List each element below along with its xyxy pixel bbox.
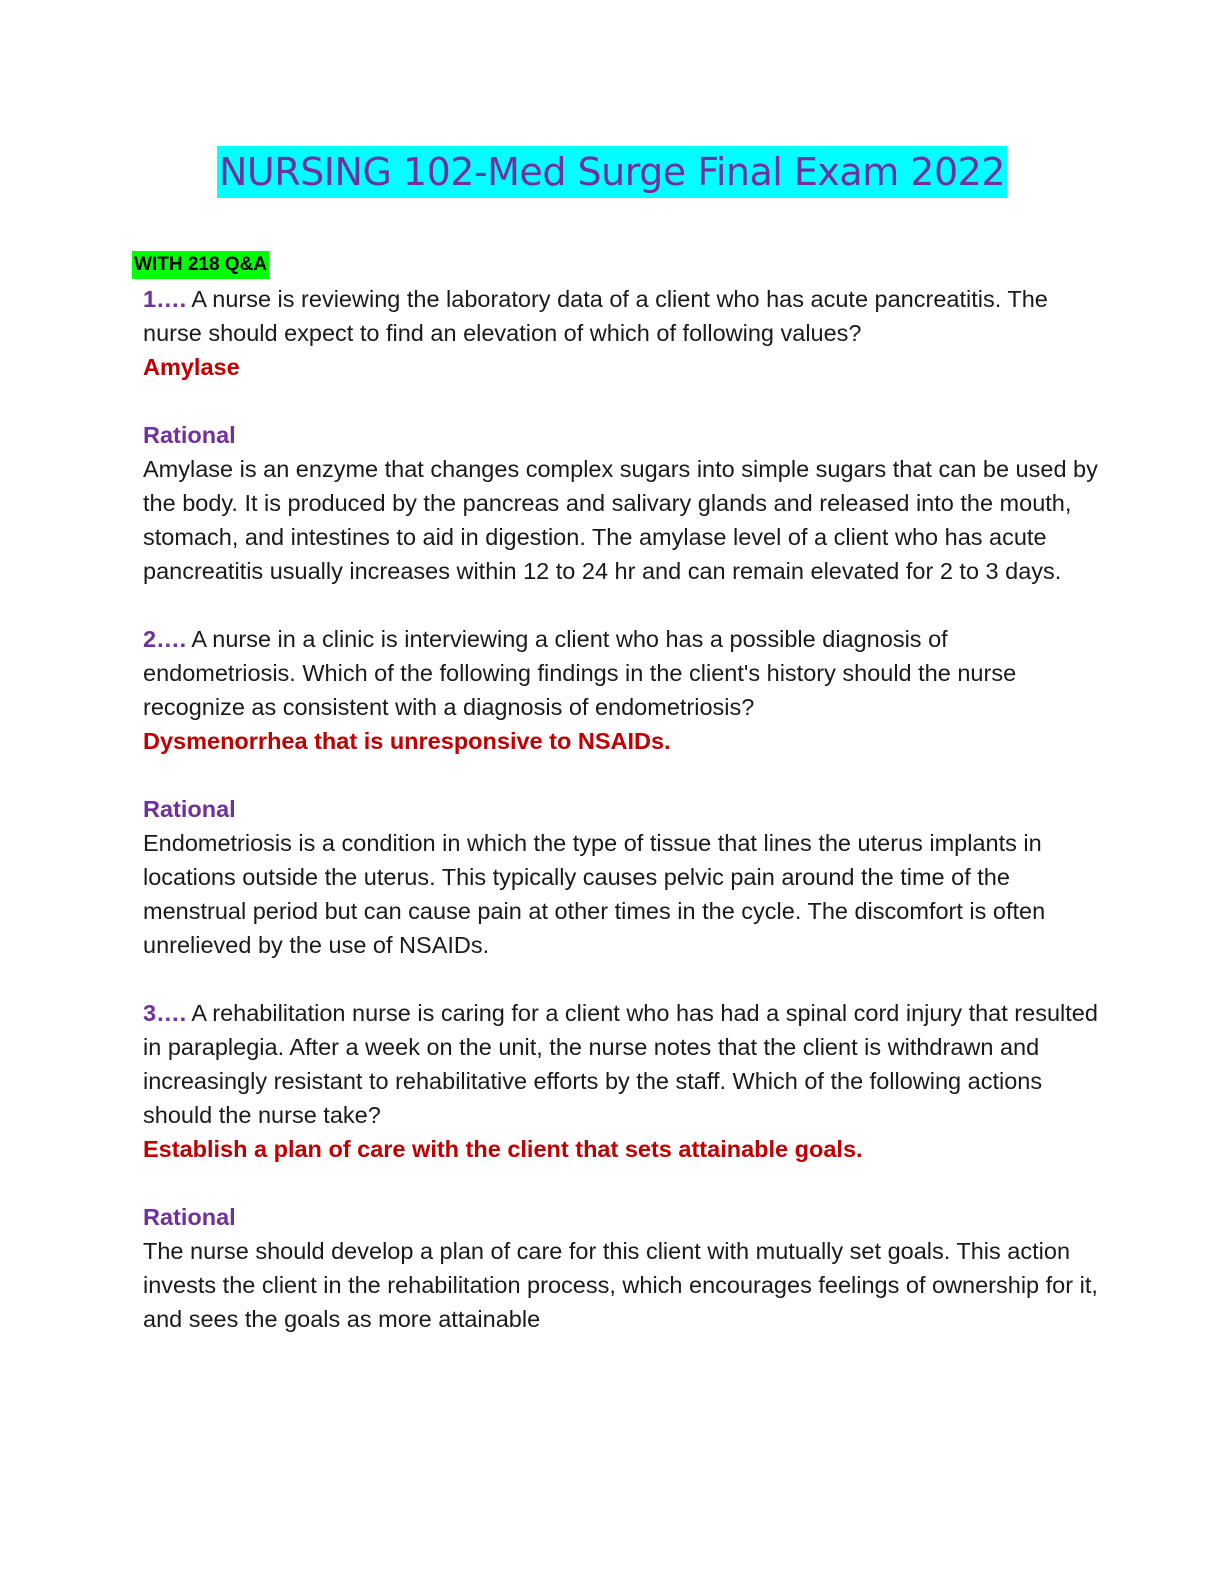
question-number-1: 1…. <box>143 286 187 312</box>
question-body-3: A rehabilitation nurse is caring for a client who has had a spinal cord injury that resulted in paraplegia. After a week on the unit, the nurse notes that the client is withdrawn and increasingly resistant to rehabilitative efforts by the staff. Which of the following actions should the nurse take? <box>143 1000 1098 1128</box>
question-text-1 <box>143 282 1103 350</box>
answer-3: Establish a plan of care with the client that sets attainable goals. <box>143 1136 863 1162</box>
question-block-3 <box>143 996 1103 1166</box>
question-text-3 <box>143 996 1103 1132</box>
rational-text-2: Endometriosis is a condition in which the type of tissue that lines the uterus implants in locations outside the uterus. This typically causes pelvic pain around the time of the menstrual period but can cause pain at other times in the cycle. The discomfort is often unrelieved by the use of NSAIDs. <box>143 830 1046 958</box>
question-block-2 <box>143 622 1103 758</box>
rational-block-3 <box>143 1200 1103 1336</box>
rational-heading-2: Rational <box>143 796 236 822</box>
page-title: NURSING 102-Med Surge Final Exam 2022 <box>217 146 1007 198</box>
rational-text-3: The nurse should develop a plan of care for this client with mutually set goals. This action invests the client in the rehabilitation process, which encourages feelings of ownership for it, and sees the goals as more attainable <box>143 1238 1098 1332</box>
question-text-2 <box>143 622 1103 724</box>
question-body-2: A nurse in a clinic is interviewing a client who has a possible diagnosis of endometriosis. Which of the following findings in the client's history should the nurse recognize as consistent with a diagnosis of endometriosis? <box>143 626 1017 720</box>
question-block-1 <box>143 282 1103 384</box>
subtitle-badge: WITH 218 Q&A <box>132 251 269 279</box>
answer-2: Dysmenorrhea that is unresponsive to NSAIDs. <box>143 728 671 754</box>
rational-heading-3: Rational <box>143 1204 236 1230</box>
answer-1: Amylase <box>143 354 240 380</box>
rational-text-1: Amylase is an enzyme that changes complex sugars into simple sugars that can be used by the body. It is produced by the pancreas and salivary glands and released into the mouth, stomach, and intestines to aid in digestion. The amylase level of a client who has acute pancreatitis usually increases within 12 to 24 hr and can remain elevated for 2 to 3 days. <box>143 456 1098 584</box>
rational-heading-1: Rational <box>143 422 236 448</box>
question-number-2: 2…. <box>143 626 187 652</box>
rational-block-1 <box>143 418 1103 588</box>
title-container <box>0 146 1224 198</box>
question-number-3: 3…. <box>143 1000 187 1026</box>
qa-content <box>143 282 1103 1370</box>
rational-block-2 <box>143 792 1103 962</box>
question-body-1: A nurse is reviewing the laboratory data of a client who has acute pancreatitis. The nurse should expect to find an elevation of which of following values? <box>143 286 1048 346</box>
